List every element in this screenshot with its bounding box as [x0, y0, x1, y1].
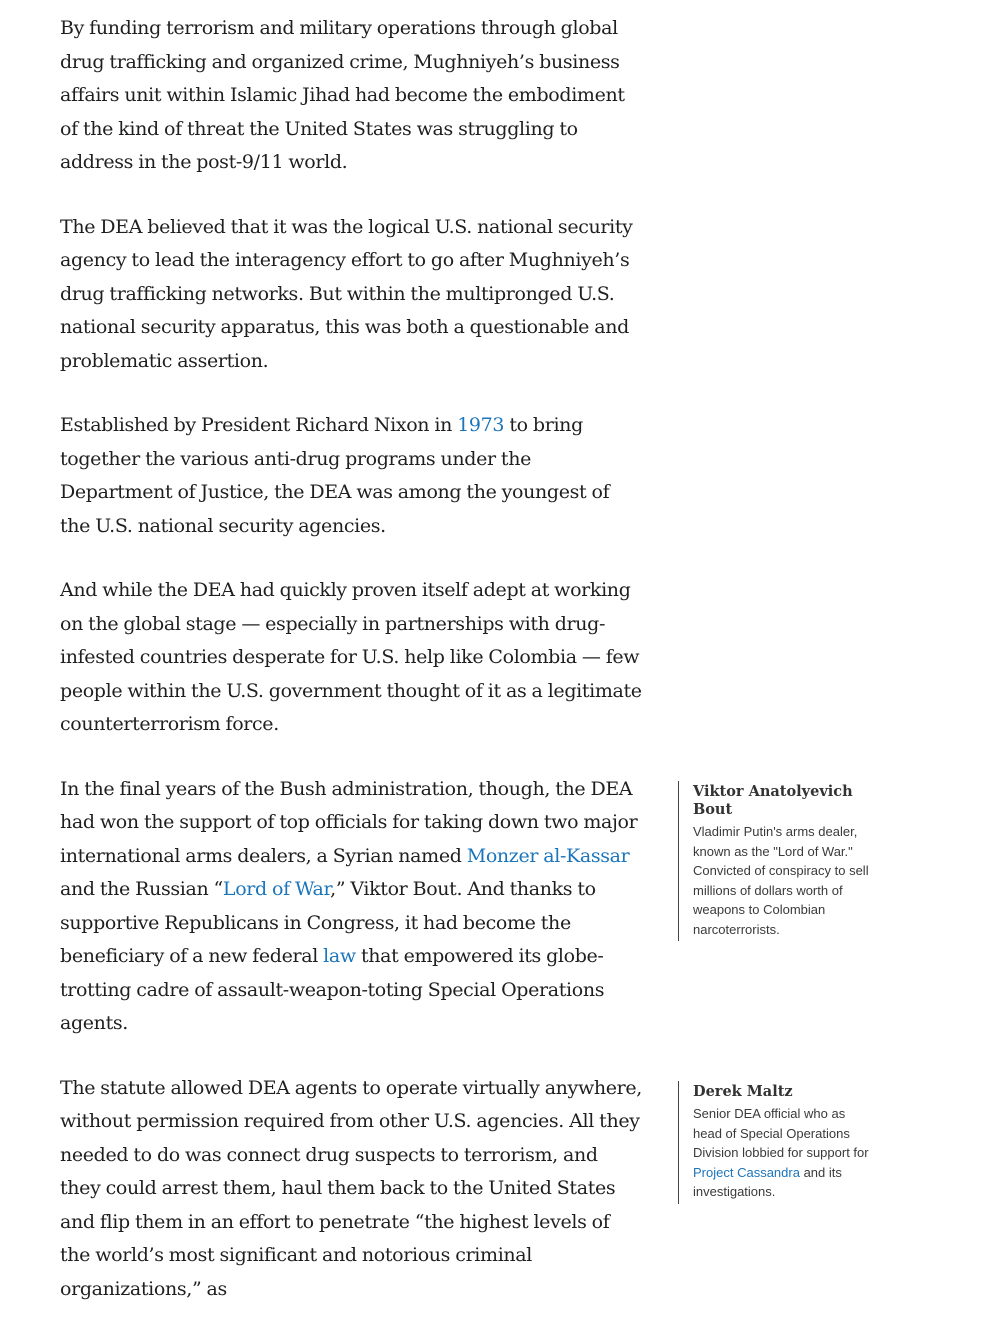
sidenote-name: Viktor Anatolyevich Bout [693, 783, 853, 818]
paragraph-3-text-before: Established by President Richard Nixon in [60, 414, 458, 436]
sidenote-viktor-bout [678, 781, 875, 941]
link-project-cassandra[interactable]: Project Cassandra [693, 1164, 800, 1180]
paragraph-5-text-1: In the final years of the Bush administration, though, the DEA had won the support of top officials for taking down two major international arms dealers, a Syrian named [60, 777, 638, 867]
paragraph-5-text-3: ,” Viktor Bout. And thanks to supportive Republicans in Congress, it had become the beneficiary of a new federal [60, 878, 596, 967]
paragraph-5-text-4: that empowered its globe-trotting cadre of assault-weapon-toting Special Operations agents. [60, 945, 605, 1034]
link-lord-of-war[interactable]: Lord of War [222, 878, 331, 900]
paragraph-5 [60, 773, 642, 1041]
sidenote-derek-maltz [678, 1081, 875, 1204]
paragraph-2: The DEA believed that it was the logical U.S. national security agency to lead the interagency effort to go after Mughniyeh’s drug trafficking networks. But within the multipronged U.S. national security apparatus, this was both a questionable and problematic assertion. [60, 215, 633, 372]
sidenote-description: Vladimir Putin's arms dealer, known as the "Lord of War." Convicted of conspiracy to sell millions of dollars worth of weapons to Colombian narcoterrorists. [693, 824, 869, 937]
sidenote-description-before: Senior DEA official who as head of Special Operations Division lobbied for support for [693, 1106, 869, 1160]
paragraph-1: By funding terrorism and military operations through global drug trafficking and organized crime, Mughniyeh’s business affairs unit within Islamic Jihad had become the embodiment of the kind of threat the United States was struggling to address in the post-9/11 world. [60, 17, 625, 173]
sidenote-description-after: and its investigations. [693, 1164, 842, 1199]
article-body [60, 12, 642, 1337]
link-monzer-al-kassar[interactable]: Monzer al-Kassar [466, 844, 630, 867]
paragraph-3-text-after: to bring together the various anti-drug programs under the Department of Justice, the DEA was among the youngest of the U.S. national security agencies. [60, 414, 610, 537]
paragraph-5-text-2: and the Russian “ [60, 878, 223, 900]
paragraph-6: The statute allowed DEA agents to operate virtually anywhere, without permission required from other U.S. agencies. All they needed to do was connect drug suspects to terrorism, and they could arrest them, haul them back to the United States and flip them in an effort to penetrate “the highest levels of the world’s most significant and notorious criminal organizations,” as [60, 1076, 642, 1300]
paragraph-3 [60, 409, 642, 543]
sidenote-name: Derek Maltz [693, 1083, 793, 1100]
paragraph-4: And while the DEA had quickly proven itself adept at working on the global stage — especially in partnerships with drug-infested countries desperate for U.S. help like Colombia — few people within the U.S. government thought of it as a legitimate counterterrorism force. [60, 579, 642, 735]
link-1973[interactable]: 1973 [457, 414, 505, 436]
sidenote-description [693, 1104, 875, 1202]
link-law[interactable]: law [323, 945, 356, 967]
